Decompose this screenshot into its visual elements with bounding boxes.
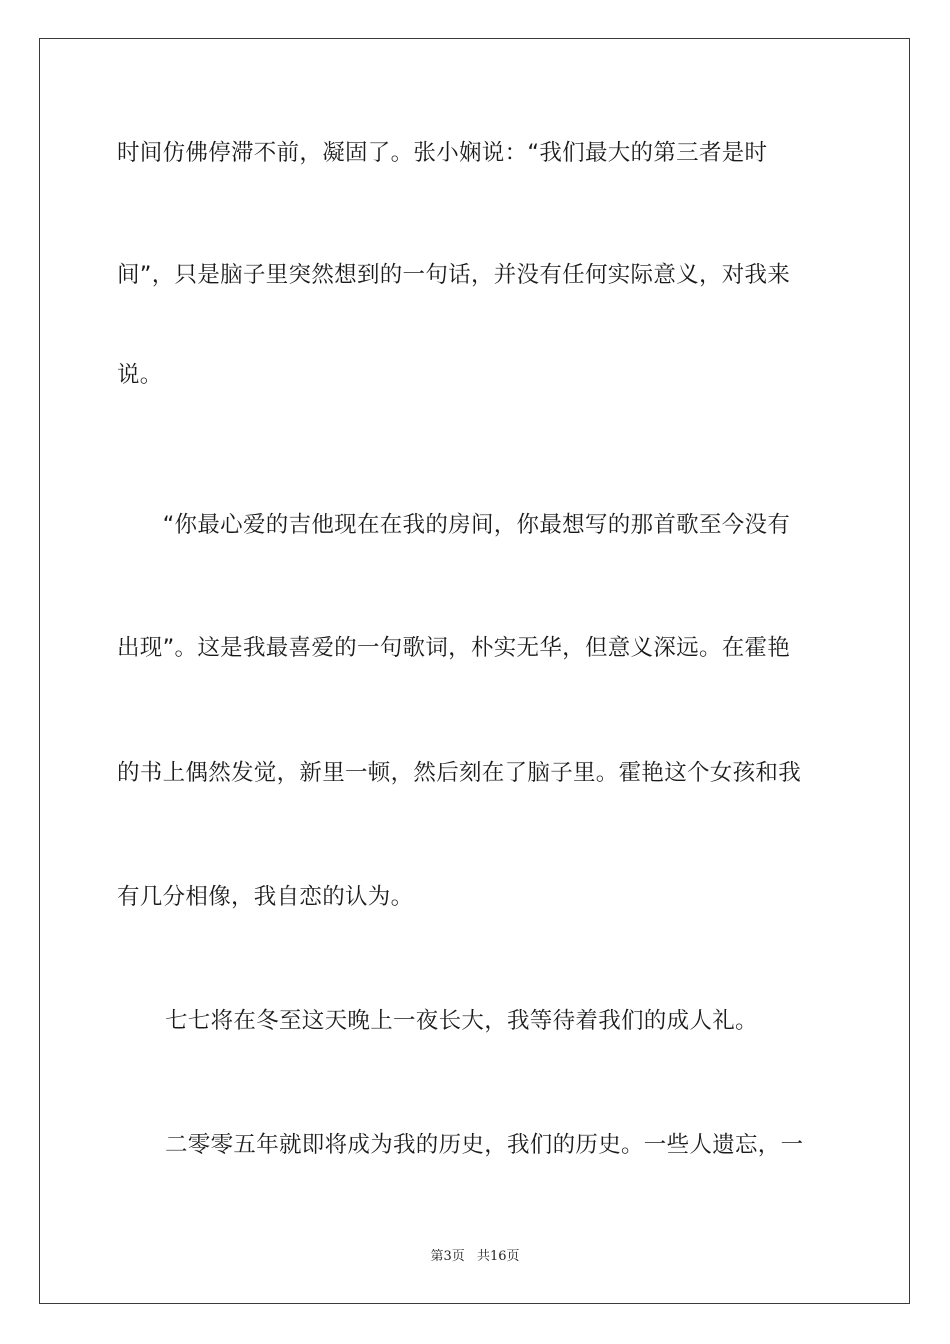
page-border bbox=[39, 38, 910, 1304]
text-line-2: 间”，只是脑子里突然想到的一句话，并没有任何实际意义，对我来 bbox=[117, 262, 791, 288]
text-line-7: 有几分相像，我自恋的认为。 bbox=[117, 884, 414, 910]
text-line-6: 的书上偶然发觉，新里一顿，然后刻在了脑子里。霍艳这个女孩和我 bbox=[117, 760, 802, 786]
page-footer bbox=[0, 1248, 950, 1266]
text-line-3: 说。 bbox=[117, 362, 163, 388]
page-total: 共16页 bbox=[476, 1249, 520, 1264]
text-line-5: 出现”。这是我最喜爱的一句歌词，朴实无华，但意义深远。在霍艳 bbox=[117, 635, 791, 661]
text-line-9: 二零零五年就即将成为我的历史，我们的历史。一些人遗忘，一 bbox=[165, 1132, 804, 1158]
page-number: 第3页 bbox=[430, 1249, 465, 1264]
text-line-1: 时间仿佛停滞不前，凝固了。张小娴说：“我们最大的第三者是时 bbox=[117, 140, 768, 166]
text-line-4: “你最心爱的吉他现在在我的房间，你最想写的那首歌至今没有 bbox=[117, 512, 791, 538]
text-line-8: 七七将在冬至这天晚上一夜长大，我等待着我们的成人礼。 bbox=[165, 1008, 758, 1034]
